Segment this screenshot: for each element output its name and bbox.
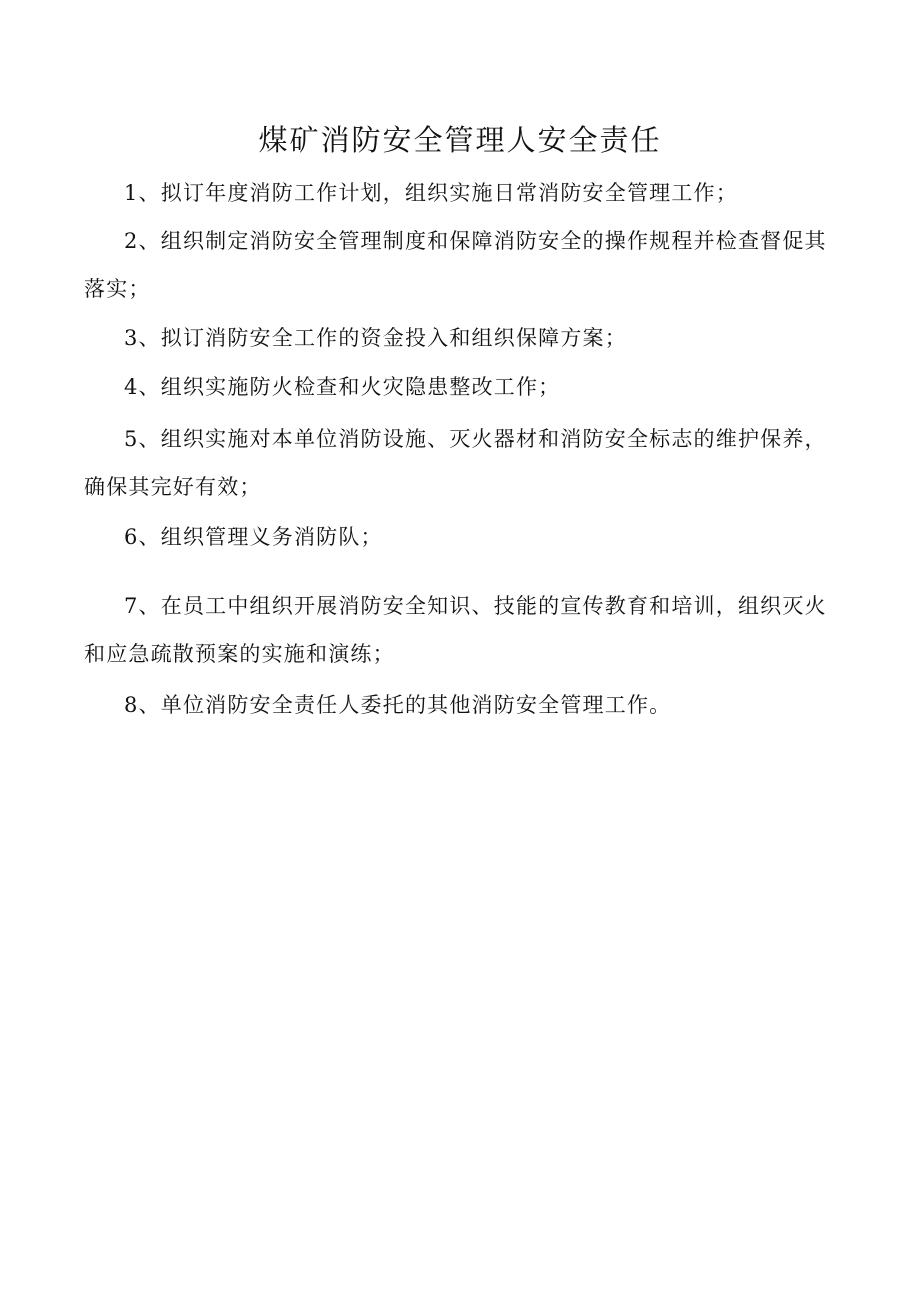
responsibility-item-8: 8、单位消防安全责任人委托的其他消防安全管理工作。 (124, 693, 672, 717)
responsibility-item-4: 4、组织实施防火检查和火灾隐患整改工作； (124, 375, 561, 399)
responsibility-item-7: 7、在员工中组织开展消防安全知识、技能的宣传教育和培训，组织灭火和应急疏散预案的实施和演练； (84, 594, 827, 666)
responsibility-item-2: 2、组织制定消防安全管理制度和保障消防安全的操作规程并检查督促其落实； (84, 229, 827, 301)
responsibility-item-1: 1、拟订年度消防工作计划，组织实施日常消防安全管理工作； (124, 181, 738, 205)
responsibility-item-5: 5、组织实施对本单位消防设施、灭火器材和消防安全标志的维护保养，确保其完好有效； (84, 427, 827, 499)
responsibility-item-3: 3、拟订消防安全工作的资金投入和组织保障方案； (124, 326, 627, 350)
responsibility-item-6: 6、组织管理义务消防队； (124, 525, 383, 549)
document-title: 煤矿消防安全管理人安全责任 (258, 123, 662, 157)
